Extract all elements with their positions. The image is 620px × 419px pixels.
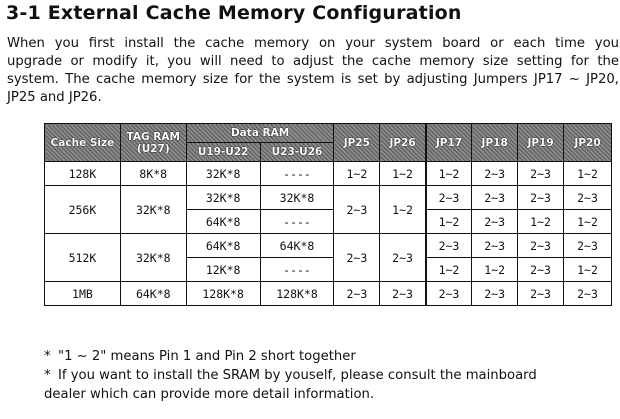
cell-data-ram-a: 128K*8	[186, 282, 260, 306]
cell-jp26: 2~3	[380, 282, 426, 306]
cell-data-ram-a: 64K*8	[186, 234, 260, 258]
cell-jp17: 1~2	[426, 258, 472, 282]
cell-jp25: 1~2	[334, 162, 380, 186]
cell-jp19: 2~3	[518, 186, 564, 210]
cell-jp17: 1~2	[426, 162, 472, 186]
cell-cache-size: 128K	[45, 162, 121, 186]
intro-line: system. The cache memory size for the system is set by adjusting Jumpers JP17 ~ JP20,	[7, 72, 619, 87]
cell-data-ram-b: 32K*8	[260, 186, 334, 210]
note-item	[44, 347, 537, 366]
header-data-ram-u23-u26: U23-U26	[260, 143, 334, 162]
cell-jp25: 2~3	[334, 234, 380, 282]
cell-jp20: 2~3	[564, 186, 612, 210]
intro-line: JP25 and JP26.	[7, 90, 102, 105]
note-text: If you want to install the SRAM by youself, please consult the mainboard	[58, 368, 537, 383]
cell-data-ram-b: ----	[260, 162, 334, 186]
header-tag-ram	[120, 124, 186, 162]
cell-jp20: 1~2	[564, 258, 612, 282]
note-item	[44, 366, 537, 385]
cell-jp17: 1~2	[426, 210, 472, 234]
cell-jp19: 2~3	[518, 258, 564, 282]
cell-jp19: 1~2	[518, 210, 564, 234]
table-row	[45, 282, 612, 306]
cell-jp17: 2~3	[426, 234, 472, 258]
cell-jp26: 2~3	[380, 234, 426, 282]
cell-jp18: 2~3	[472, 282, 518, 306]
cell-jp18: 2~3	[472, 186, 518, 210]
cell-jp20: 2~3	[564, 234, 612, 258]
cell-tag-ram: 8K*8	[120, 162, 186, 186]
cell-data-ram-b: ----	[260, 210, 334, 234]
table-row	[45, 186, 612, 210]
cell-jp18: 2~3	[472, 210, 518, 234]
section-title: 3-1 External Cache Memory Configuration	[6, 2, 462, 24]
cell-jp17: 2~3	[426, 186, 472, 210]
cell-data-ram-a: 32K*8	[186, 186, 260, 210]
cell-jp17: 2~3	[426, 282, 472, 306]
cache-config-table	[44, 123, 612, 306]
header-jp26: JP26	[380, 124, 426, 162]
note-bullet: *	[44, 368, 51, 383]
cell-jp20: 1~2	[564, 162, 612, 186]
header-tag-ram-label: TAG RAM	[126, 130, 180, 143]
intro-line: When you first install the cache memory on your system board or each time you	[7, 36, 619, 51]
cell-data-ram-a: 12K*8	[186, 258, 260, 282]
header-cache-size: Cache Size	[45, 124, 121, 162]
cell-cache-size: 1MB	[45, 282, 121, 306]
cell-jp26: 1~2	[380, 186, 426, 234]
cell-tag-ram: 32K*8	[120, 234, 186, 282]
table-row	[45, 234, 612, 258]
header-jp19: JP19	[518, 124, 564, 162]
header-jp17: JP17	[426, 124, 472, 162]
cell-jp19: 2~3	[518, 162, 564, 186]
cell-jp26: 1~2	[380, 162, 426, 186]
note-continuation: dealer which can provide more detail information.	[44, 387, 375, 402]
note-text: "1 ~ 2" means Pin 1 and Pin 2 short together	[58, 349, 356, 364]
cell-jp18: 2~3	[472, 162, 518, 186]
notes	[44, 347, 537, 404]
table-row	[45, 162, 612, 186]
intro-line: upgrade or modify it, you will need to adjust the cache memory size setting for the	[7, 54, 619, 69]
cell-jp25: 2~3	[334, 282, 380, 306]
cell-data-ram-b: ----	[260, 258, 334, 282]
header-data-ram-u19-u22: U19-U22	[186, 143, 260, 162]
header-jp20: JP20	[564, 124, 612, 162]
cell-data-ram-a: 64K*8	[186, 210, 260, 234]
cell-jp19: 2~3	[518, 234, 564, 258]
cell-jp18: 2~3	[472, 234, 518, 258]
intro-paragraph	[7, 35, 619, 107]
cell-jp20: 2~3	[564, 282, 612, 306]
cell-jp25: 2~3	[334, 186, 380, 234]
header-jp25: JP25	[334, 124, 380, 162]
cell-cache-size: 256K	[45, 186, 121, 234]
cell-tag-ram: 64K*8	[120, 282, 186, 306]
cell-data-ram-a: 32K*8	[186, 162, 260, 186]
header-jp18: JP18	[472, 124, 518, 162]
header-tag-ram-sub: (U27)	[136, 142, 170, 155]
cell-tag-ram: 32K*8	[120, 186, 186, 234]
cell-jp20: 1~2	[564, 210, 612, 234]
cell-jp18: 1~2	[472, 258, 518, 282]
cell-data-ram-b: 128K*8	[260, 282, 334, 306]
header-data-ram: Data RAM	[186, 124, 334, 143]
cell-data-ram-b: 64K*8	[260, 234, 334, 258]
note-bullet: *	[44, 349, 51, 364]
cell-cache-size: 512K	[45, 234, 121, 282]
cell-jp19: 2~3	[518, 282, 564, 306]
